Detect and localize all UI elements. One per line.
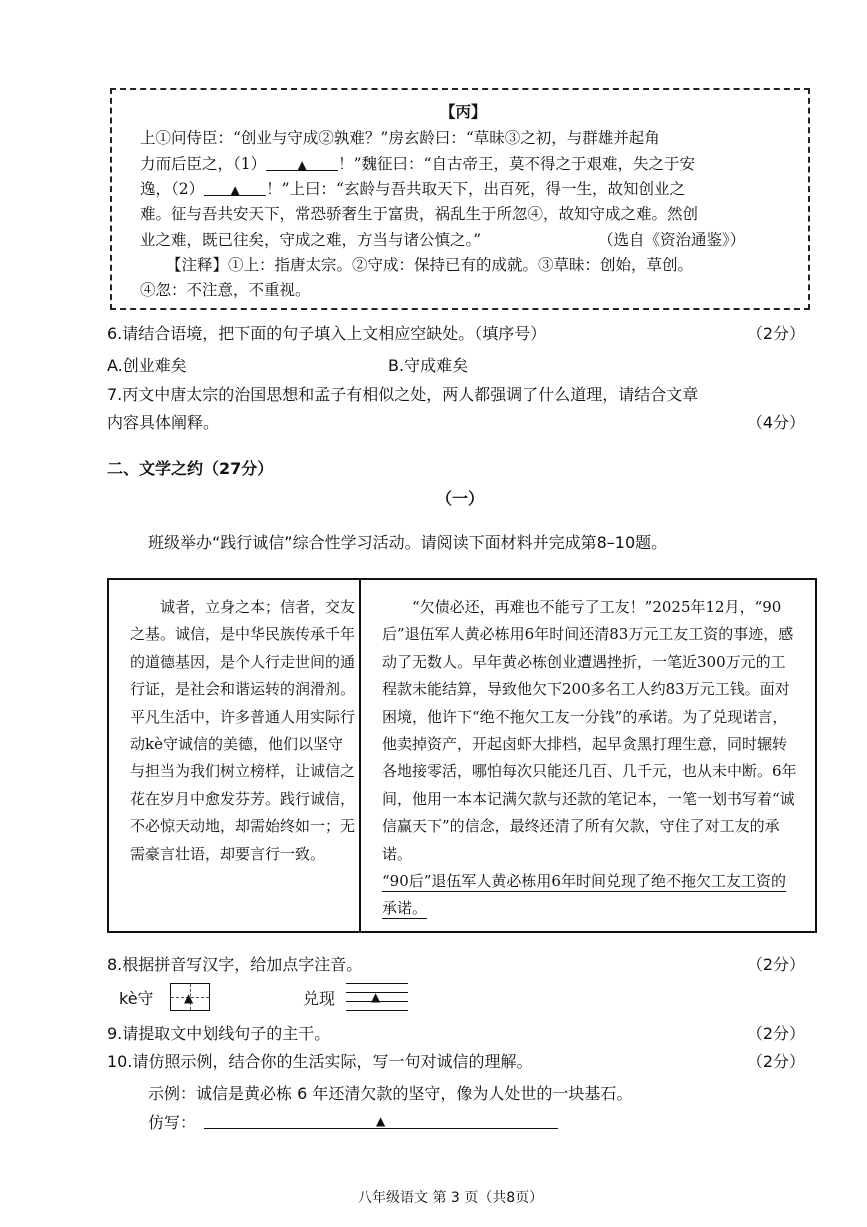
table-divider bbox=[359, 578, 361, 933]
char-writing-box[interactable]: ▲ bbox=[170, 983, 210, 1011]
passage-line-4: 难。征与吾共安天下，常恐骄奢生于富贵，祸乱生于所忽④，故知守成之难。然创 bbox=[140, 205, 699, 223]
material-right bbox=[382, 594, 800, 923]
imitate-label: 仿写： bbox=[148, 1113, 197, 1132]
section-2-intro: 班级举办“践行诚信”综合性学习活动。请阅读下面材料并完成第8–10题。 bbox=[148, 533, 668, 552]
page-footer: 八年级语文 第 3 页（共8页） bbox=[358, 1190, 544, 1206]
passage-line-1: 上①问侍臣：“创业与守成②孰难？”房玄龄曰：“草昧③之初，与群雄并起角 bbox=[140, 129, 660, 147]
question-7-line-1: 7.丙文中唐太宗的治国思想和孟子有相似之处，两人都强调了什么道理，请结合文章 bbox=[107, 385, 699, 404]
passage-source: （选自《资治通鉴》） bbox=[598, 231, 746, 249]
word-duixian: 兑现 bbox=[303, 989, 336, 1008]
material-left-text: 诚者，立身之本；信者，交友之基。诚信，是中华民族传承千年的道德基因，是个人行走世间的通行证，是社会和谐运转的润滑剂。平凡生活中，许多普通人用实际行动kè守诚信的美德，他们以坚守与担当为我们树立榜样，让诚信之花在岁月中愈发芬芳。践行诚信，不必惊天动地，却需始终如一；无需豪言壮语，却要言行一致。 bbox=[130, 598, 356, 863]
option-b: B.守成难矣 bbox=[388, 356, 469, 375]
question-10-score: （2分） bbox=[746, 1052, 805, 1071]
question-10-example: 示例：诚信是黄必栋 6 年还清欠款的坚守，像为人处世的一块基石。 bbox=[148, 1084, 633, 1103]
question-7-score: （4分） bbox=[746, 413, 805, 432]
passage-notes-1: 【注释】①上：指唐太宗。②守成：保持已有的成就。③草昧：创始，草创。 bbox=[166, 256, 694, 274]
section-2-title: 二、文学之约（27分） bbox=[107, 459, 274, 478]
blank-1[interactable]: ▲ bbox=[266, 152, 338, 171]
option-a: A.创业难矣 bbox=[107, 356, 187, 375]
question-7-line-2: 内容具体阐释。 bbox=[107, 413, 220, 432]
passage-line-5: 业之难，既已往矣，守成之难，方当与诸公慎之。” bbox=[140, 231, 482, 249]
question-9: 9.请提取文中划线句子的主干。 bbox=[107, 1024, 331, 1043]
pinyin-four-line-grid[interactable]: ▲ bbox=[346, 983, 408, 1011]
pinyin-ke: kè守 bbox=[119, 989, 154, 1008]
passage-notes-2: ④忽：不注意，不重视。 bbox=[140, 281, 311, 299]
question-10: 10.请仿照示例，结合你的生活实际，写一句对诚信的理解。 bbox=[107, 1052, 533, 1071]
question-8: 8.根据拼音写汉字，给加点字注音。 bbox=[107, 955, 363, 974]
underlined-sentence: “90后”退伍军人黄必栋用6年时间兑现了绝不拖欠工友工资的承诺。 bbox=[382, 872, 786, 918]
question-6: 6.请结合语境，把下面的句子填入上文相应空缺处。（填序号） bbox=[107, 324, 547, 343]
passage-line-3: 逸，（2） ▲ ！”上曰：“玄龄与吾共取天下，出百死，得一生，故知创业之 bbox=[140, 177, 685, 202]
section-2-part: （一） bbox=[436, 489, 485, 508]
passage-line-2: 力而后臣之，（1） ▲ ！”魏征曰：“自古帝王，莫不得之于艰难，失之于安 bbox=[140, 152, 695, 177]
question-9-score: （2分） bbox=[746, 1024, 805, 1043]
blank-2[interactable]: ▲ bbox=[204, 177, 266, 196]
question-8-score: （2分） bbox=[746, 955, 805, 974]
answer-marker: ▲ bbox=[376, 1114, 386, 1128]
material-right-text: “欠债必还，再难也不能亏了工友！”2025年12月，“90后”退伍军人黄必栋用6年时间还清83万元工友工资的事迹，感动了无数人。早年黄必栋创业遭遇挫折，一笔近300万元的工程款未能结算，导致他欠下200多名工人约83万元工钱。面对困境，他许下“绝不拖欠工友一分钱”的承诺。为了兑现诺言，他卖掉资产，开起卤虾大排档，起早贪黑打理生意，同时辗转各地接零活，哪怕每次只能还几百、几千元，也从未中断。6年间，他用一本本记满欠款与还款的笔记本，一笔一划书写着“诚信赢天下”的信念，最终还清了所有欠款，守住了对工友的承诺。 bbox=[382, 598, 797, 863]
question-6-score: （2分） bbox=[746, 324, 805, 343]
passage-bing-title: 【丙】 bbox=[440, 103, 487, 121]
